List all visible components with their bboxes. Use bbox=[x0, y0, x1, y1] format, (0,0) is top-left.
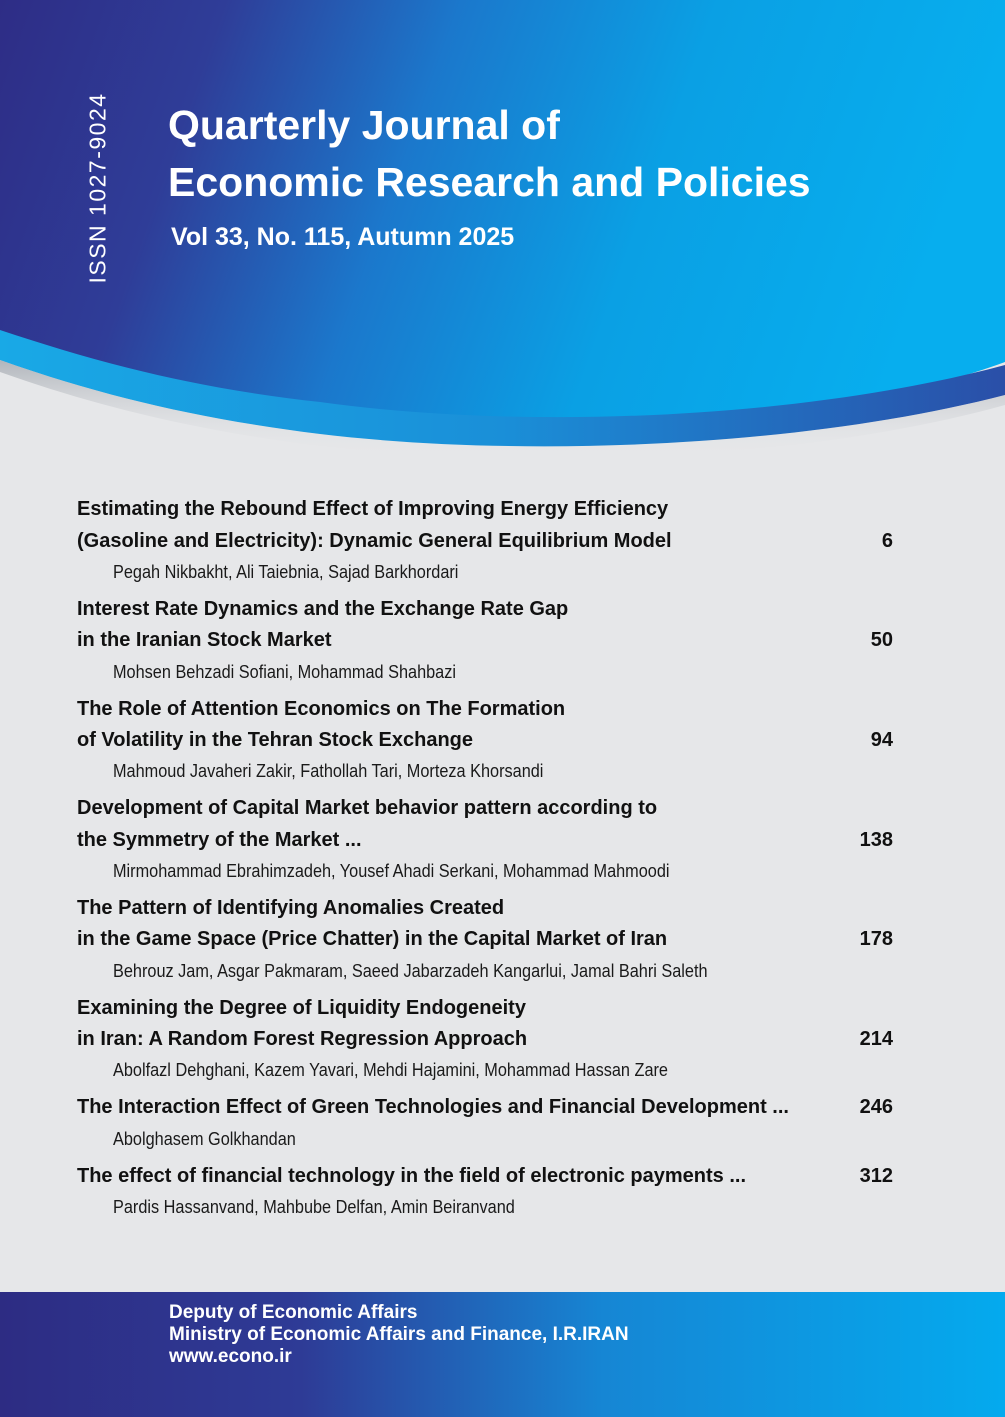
article-7-title[interactable]: The Interaction Effect of Green Technologies and Financial Development ... bbox=[77, 1096, 789, 1118]
article-5-title-line-2[interactable]: in the Game Space (Price Chatter) in the Capital Market of Iran bbox=[77, 928, 668, 950]
publisher-website-link[interactable]: www.econo.ir bbox=[169, 1346, 292, 1367]
article-7-page-number: 246 bbox=[859, 1096, 893, 1118]
issn-label: ISSN 1027-9024 bbox=[84, 92, 111, 284]
article-3-authors: Mahmoud Javaheri Zakir, Fathollah Tari, Morteza Khorsandi bbox=[113, 760, 544, 781]
issue-info: Vol 33, No. 115, Autumn 2025 bbox=[171, 223, 515, 251]
article-3-title-line-2[interactable]: of Volatility in the Tehran Stock Exchange bbox=[77, 729, 473, 751]
article-2-page-number: 50 bbox=[870, 629, 893, 651]
journal-title-line-2: Economic Research and Policies bbox=[168, 159, 811, 205]
article-1-title-line-2[interactable]: (Gasoline and Electricity): Dynamic General Equilibrium Model bbox=[77, 530, 672, 552]
article-1-title-line-1[interactable]: Estimating the Rebound Effect of Improving Energy Efficiency bbox=[77, 498, 669, 520]
article-1-authors: Pegah Nikbakht, Ali Taiebnia, Sajad Barkhordari bbox=[113, 561, 459, 582]
article-8-title[interactable]: The effect of financial technology in the field of electronic payments ... bbox=[77, 1165, 746, 1187]
article-4-page-number: 138 bbox=[859, 829, 893, 851]
article-4-authors: Mirmohammad Ebrahimzadeh, Yousef Ahadi Serkani, Mohammad Mahmoodi bbox=[113, 860, 670, 881]
article-8-page-number: 312 bbox=[859, 1165, 893, 1187]
article-4-title-line-1[interactable]: Development of Capital Market behavior pattern according to bbox=[77, 797, 658, 819]
footer-banner bbox=[0, 1292, 1005, 1417]
article-6-title-line-2[interactable]: in Iran: A Random Forest Regression Approach bbox=[77, 1028, 528, 1050]
journal-title-line-1: Quarterly Journal of bbox=[168, 102, 560, 148]
article-2-title-line-1[interactable]: Interest Rate Dynamics and the Exchange Rate Gap bbox=[77, 598, 569, 620]
article-5-page-number: 178 bbox=[859, 928, 893, 950]
publisher-deputy: Deputy of Economic Affairs bbox=[169, 1302, 418, 1323]
article-7-authors: Abolghasem Golkhandan bbox=[113, 1128, 296, 1149]
article-3-title-line-1[interactable]: The Role of Attention Economics on The Formation bbox=[77, 698, 566, 720]
article-1-page-number: 6 bbox=[881, 530, 893, 552]
article-5-authors: Behrouz Jam, Asgar Pakmaram, Saeed Jabarzadeh Kangarlui, Jamal Bahri Saleth bbox=[113, 960, 708, 981]
article-5-title-line-1[interactable]: The Pattern of Identifying Anomalies Created bbox=[77, 897, 505, 919]
publisher-ministry: Ministry of Economic Affairs and Finance, I.R.IRAN bbox=[169, 1324, 629, 1345]
article-3-page-number: 94 bbox=[870, 729, 893, 751]
article-2-title-line-2[interactable]: in the Iranian Stock Market bbox=[77, 629, 332, 651]
article-4-title-line-2[interactable]: the Symmetry of the Market ... bbox=[77, 829, 362, 851]
article-6-page-number: 214 bbox=[859, 1028, 893, 1050]
article-6-title-line-1[interactable]: Examining the Degree of Liquidity Endogeneity bbox=[77, 997, 526, 1019]
article-6-authors: Abolfazl Dehghani, Kazem Yavari, Mehdi Hajamini, Mohammad Hassan Zare bbox=[113, 1059, 668, 1080]
article-2-authors: Mohsen Behzadi Sofiani, Mohammad Shahbazi bbox=[113, 661, 456, 682]
article-8-authors: Pardis Hassanvand, Mahbube Delfan, Amin Beiranvand bbox=[113, 1196, 515, 1217]
